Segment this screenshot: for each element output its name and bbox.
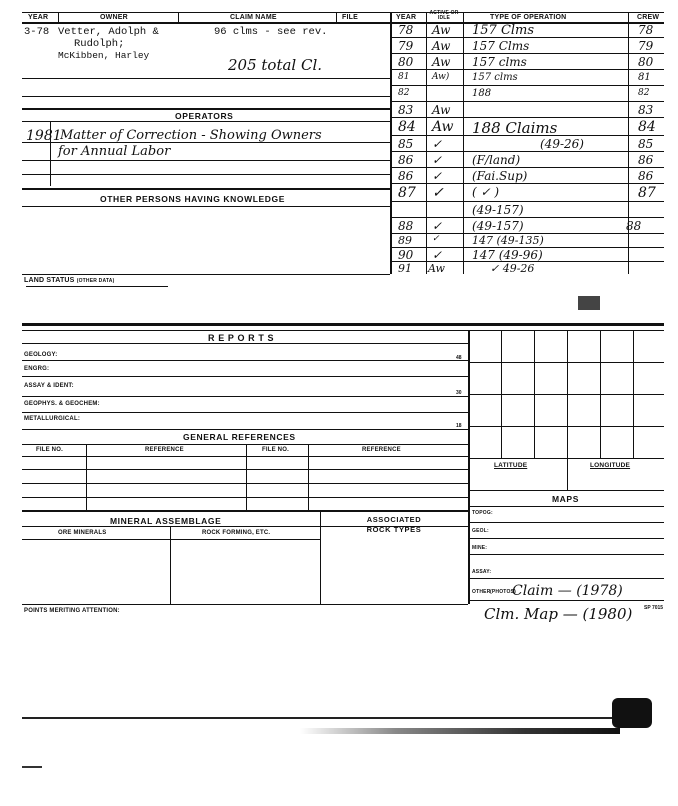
- activity-year: 86: [398, 153, 414, 167]
- activity-status: Aw: [432, 39, 451, 53]
- activity-status: Aw: [432, 23, 451, 37]
- other-persons-label: OTHER PERSONS HAVING KNOWLEDGE: [100, 194, 286, 204]
- maps-title: MAPS: [552, 494, 579, 504]
- report-assay: ASSAY & IDENT:: [24, 383, 74, 389]
- activity-status: ✓: [432, 185, 444, 201]
- activity-year: 85: [398, 137, 414, 151]
- owner-name-line2: Rudolph;: [74, 38, 125, 50]
- activity-type: 157 Clms: [472, 39, 530, 53]
- activity-crew: 78: [638, 23, 654, 37]
- activity-type: ( ✓ ): [472, 185, 500, 199]
- activity-type: (F/land): [472, 153, 521, 167]
- operator-year: 1981: [26, 128, 62, 144]
- activity-type: 157 clms: [472, 72, 518, 83]
- form-number: SP 7015: [644, 605, 664, 611]
- activity-year: 80: [398, 55, 414, 69]
- report-metallurgical: METALLURGICAL:: [24, 416, 81, 422]
- activity-year: 78: [398, 23, 414, 37]
- activity-year: 91: [398, 262, 412, 275]
- activity-status: ✓: [432, 248, 443, 262]
- activity-crew: 85: [638, 137, 654, 151]
- activity-crew: 87: [638, 185, 656, 201]
- map-assay: ASSAY:: [472, 569, 492, 575]
- activity-crew: 83: [638, 103, 654, 117]
- header-active-idle: ACTIVE OR IDLE: [429, 10, 459, 21]
- activity-type: (49-157): [472, 219, 524, 233]
- activity-year: 79: [398, 39, 414, 53]
- activity-crew: 84: [638, 119, 656, 135]
- map-clmmap-handwritten: Clm. Map — (1980): [484, 605, 633, 623]
- report-metallurgical-num: 18: [456, 423, 462, 429]
- map-claim-handwritten: Claim — (1978): [512, 583, 623, 599]
- activity-year: 83: [398, 103, 414, 117]
- map-geol: GEOL:: [472, 528, 489, 534]
- activity-crew: 88: [626, 219, 642, 233]
- owner-name-line3: McKibben, Harley: [58, 50, 150, 61]
- activity-type: 147 (49-96): [472, 248, 543, 262]
- ore-minerals-label: ORE MINERALS: [58, 530, 107, 536]
- report-assay-num: 30: [456, 390, 462, 396]
- operator-line1: Matter of Correction - Showing Owners: [60, 128, 322, 143]
- header-type-of-operation: TYPE OF OPERATION: [490, 14, 567, 21]
- mineral-assemblage-title: MINERAL ASSEMBLAGE: [110, 516, 222, 526]
- activity-type: 157 clms: [472, 55, 527, 69]
- header-crew: CREW: [637, 14, 660, 21]
- activity-year: 86: [398, 169, 414, 183]
- activity-year: 81: [398, 72, 410, 82]
- activity-crew: 80: [638, 55, 654, 69]
- header-year: YEAR: [28, 14, 49, 21]
- claims-total-handwritten: 205 total Cl.: [228, 56, 323, 74]
- activity-type: 147 (49-135): [472, 234, 544, 247]
- activity-year: 88: [398, 219, 414, 233]
- activity-type: 157 Clms: [472, 23, 535, 38]
- activity-status: Aw: [432, 103, 451, 117]
- general-references-title: GENERAL REFERENCES: [183, 432, 296, 442]
- activity-status: ✓: [432, 137, 443, 151]
- activity-status: ✓: [432, 234, 440, 244]
- operator-line2: for Annual Labor: [58, 144, 171, 159]
- activity-year: 82: [398, 88, 410, 98]
- activity-crew: 81: [638, 72, 651, 83]
- activity-year: 84: [398, 119, 416, 135]
- activity-year: 89: [398, 234, 412, 247]
- header-file: FILE: [342, 14, 358, 21]
- activity-type: (49-157): [472, 203, 524, 217]
- report-geophys: GEOPHYS. & GEOCHEM:: [24, 401, 100, 407]
- activity-type: 188: [472, 88, 492, 99]
- map-other-photos: (PHOTOS): [490, 589, 516, 595]
- activity-status: Aw): [432, 72, 450, 82]
- claims-count: 96 clms - see rev.: [214, 26, 328, 38]
- report-geology: GEOLOGY:: [24, 352, 58, 358]
- header-year-activity: YEAR: [396, 14, 417, 21]
- activity-status: ✓: [432, 169, 443, 183]
- map-topog: TOPOG:: [472, 510, 493, 516]
- ref-col-reference: REFERENCE: [145, 447, 184, 453]
- activity-year: 90: [398, 248, 414, 262]
- activity-type: (49-26): [540, 137, 584, 151]
- latitude-label: LATITUDE: [494, 462, 528, 469]
- reports-title: R E P O R T S: [208, 333, 275, 343]
- activity-status: Aw: [432, 119, 454, 135]
- owner-year: 3-78: [24, 26, 50, 38]
- longitude-label: LONGITUDE: [590, 462, 631, 469]
- map-other: OTHER: [472, 589, 491, 595]
- ref-col-file: FILE NO.: [36, 447, 63, 453]
- activity-type: ✓ 49-26: [490, 262, 535, 275]
- activity-status: ✓: [432, 219, 443, 233]
- activity-status: ✓: [432, 153, 443, 167]
- ref-col-reference2: REFERENCE: [362, 447, 401, 453]
- report-geology-num: 48: [456, 355, 462, 361]
- header-claim-name: CLAIM NAME: [230, 14, 277, 21]
- rock-forming-label: ROCK FORMING, ETC.: [202, 530, 271, 536]
- activity-year: 87: [398, 185, 416, 201]
- operators-label: OPERATORS: [175, 111, 234, 121]
- activity-type: 188 Claims: [472, 119, 558, 137]
- report-engrg: ENGRG:: [24, 366, 50, 372]
- points-meriting-attention: POINTS MERITING ATTENTION:: [24, 608, 120, 614]
- owner-name-line1: Vetter, Adolph &: [58, 26, 159, 38]
- activity-status: Aw: [428, 262, 445, 275]
- activity-type: (Fai.Sup): [472, 169, 528, 183]
- land-status-label: LAND STATUS (OTHER DATA): [24, 277, 115, 284]
- activity-status: Aw: [432, 55, 451, 69]
- activity-crew: 86: [638, 169, 654, 183]
- header-owner: OWNER: [100, 14, 128, 21]
- associated-rock-types: ASSOCIATED ROCK TYPES: [366, 515, 422, 534]
- ref-col-file2: FILE NO.: [262, 447, 289, 453]
- map-mine: MINE:: [472, 545, 488, 551]
- activity-crew: 86: [638, 153, 654, 167]
- activity-crew: 82: [638, 88, 650, 98]
- activity-crew: 79: [638, 39, 654, 53]
